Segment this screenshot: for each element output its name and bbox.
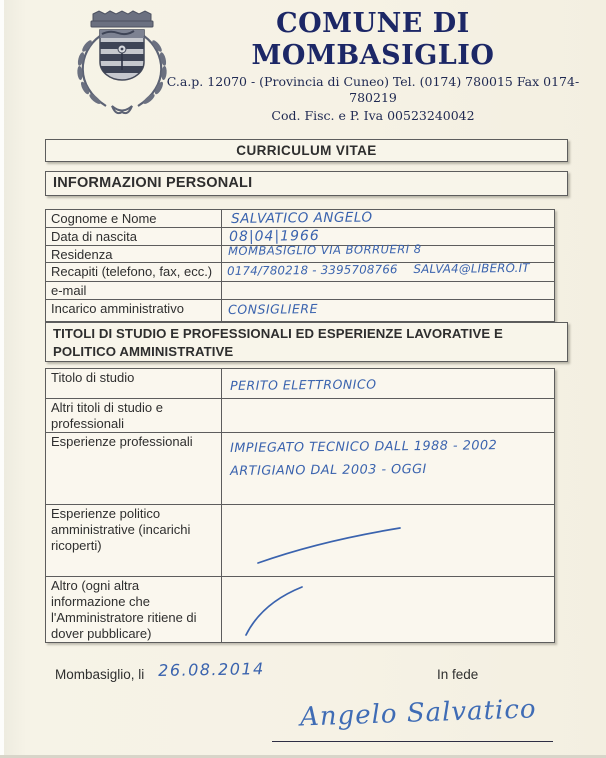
education-experience-table — [45, 368, 555, 643]
address-line-1: C.a.p. 12070 - (Provincia di Cuneo) Tel. (0174) 780015 Fax 0174-780219 — [166, 74, 580, 105]
table-row — [46, 369, 554, 399]
row-label: Incarico amministrativo — [46, 300, 222, 321]
row-value-cell — [222, 577, 554, 642]
table-row — [46, 260, 554, 282]
handwritten-experience-line1: IMPIEGATO TECNICO DALL 1988 - 2002 — [230, 438, 498, 456]
table-row — [46, 399, 554, 433]
signature-line — [272, 741, 553, 742]
row-label: Altri titoli di studio e professionali — [46, 399, 222, 432]
address-line-2: Cod. Fisc. e P. Iva 00523240042 — [271, 108, 475, 123]
row-label: Titolo di studio — [46, 369, 222, 398]
row-value-cell — [222, 300, 554, 321]
handwritten-date: 26.08.2014 — [158, 659, 265, 680]
row-value-cell — [222, 210, 554, 227]
row-label: Esperienze professionali — [46, 433, 222, 504]
table-row — [46, 577, 554, 642]
in-fede-label: In fede — [437, 667, 479, 682]
row-value-cell — [222, 505, 554, 576]
row-value-cell — [222, 260, 554, 281]
row-value-cell — [222, 433, 554, 504]
table-row — [46, 282, 554, 300]
row-value-cell — [222, 241, 554, 262]
row-value-cell — [222, 369, 554, 398]
table-row — [46, 433, 554, 505]
section-heading-informazioni-personali: INFORMAZIONI PERSONALI — [45, 171, 568, 196]
row-value-cell — [222, 399, 554, 432]
handwritten-birthdate: 08|04|1966 — [229, 228, 320, 245]
scan-edge-artifact — [0, 0, 4, 758]
table-row — [46, 210, 554, 228]
handwritten-residence: MOMBASIGLIO VIA BORRUERI 8 — [228, 241, 422, 258]
handwritten-experience-line2: ARTIGIANO DAL 2003 - OGGI — [230, 461, 427, 479]
row-label: Esperienze politico amministrative (incarichi ricoperti) — [46, 505, 222, 576]
handwritten-slash-mark-icon — [250, 519, 480, 569]
row-label: Recapiti (telefono, fax, ecc.) — [46, 263, 222, 281]
row-value-cell — [222, 282, 554, 299]
table-row — [46, 505, 554, 577]
municipality-name: COMUNE DI MOMBASIGLIO — [251, 8, 495, 71]
row-label: Data di nascita — [46, 228, 222, 245]
row-label: e-mail — [46, 282, 222, 299]
letterhead — [150, 8, 596, 124]
handwritten-signature: Angelo Salvatico — [299, 694, 538, 733]
handwritten-slash-mark-icon — [240, 581, 360, 639]
table-row — [46, 300, 554, 321]
section-heading-titoli-esperienze: TITOLI DI STUDIO E PROFESSIONALI ED ESPERIENZE LAVORATIVE E POLITICO AMMINISTRATIVE — [45, 322, 568, 362]
document-title: CURRICULUM VITAE — [45, 139, 568, 162]
place-date-label: Mombasiglio, li — [55, 667, 145, 682]
handwritten-contacts: 0174/780218 - 3395708766 SALVA4@LIBERO.IT — [227, 260, 530, 278]
personal-info-table — [45, 209, 555, 322]
handwritten-surname-name: SALVATICO ANGELO — [231, 209, 373, 227]
handwritten-degree: PERITO ELETTRONICO — [230, 376, 377, 393]
row-label: Residenza — [46, 246, 222, 262]
handwritten-office-held: CONSIGLIERE — [228, 301, 319, 317]
row-label: Cognome e Nome — [46, 210, 222, 227]
row-label: Altro (ogni altra informazione che l'Amministratore ritiene di dover pubblicare) — [46, 577, 222, 642]
